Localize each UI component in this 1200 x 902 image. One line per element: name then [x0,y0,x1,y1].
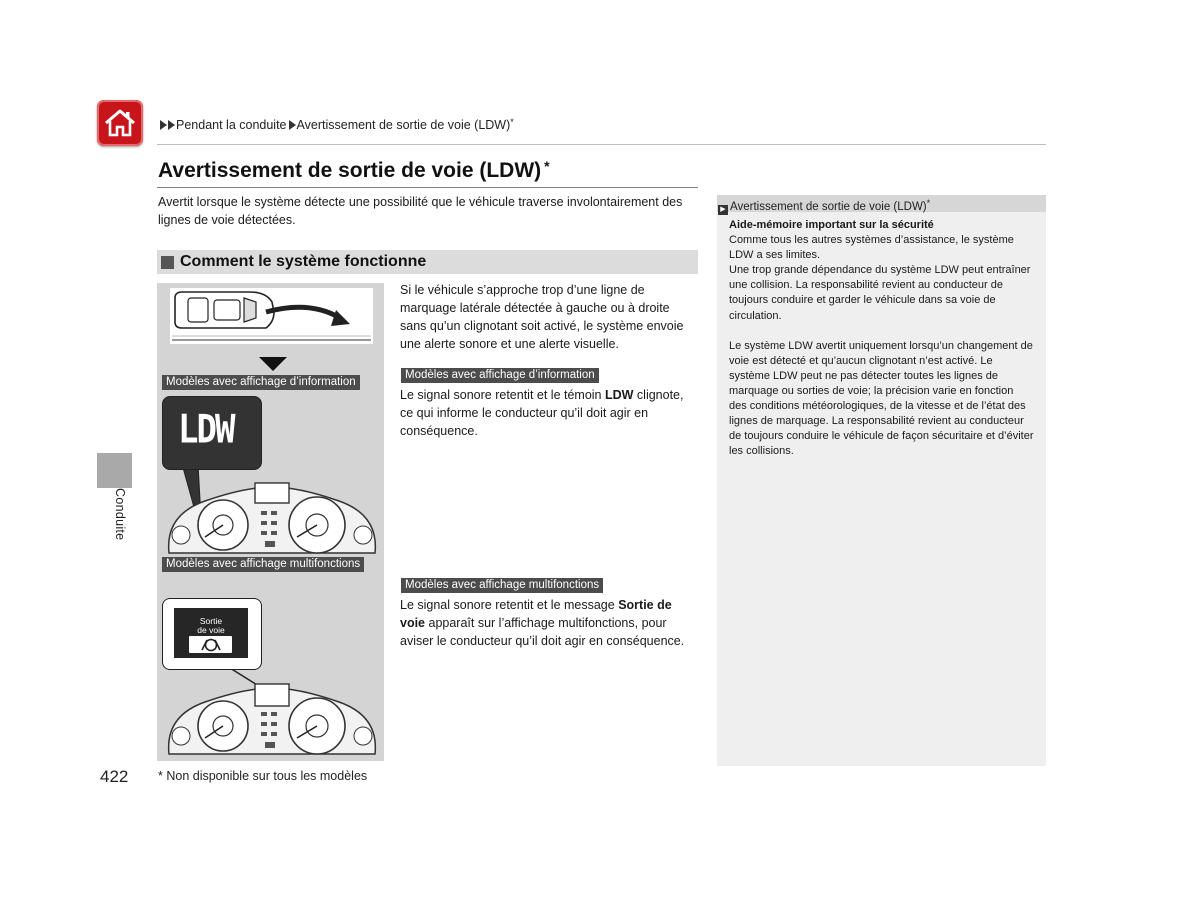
page-title [158,158,550,183]
figure-label-multi-display: Modèles avec affichage multifonctions [162,557,364,572]
car-lane-illustration [170,288,373,344]
down-arrow-icon [259,357,287,371]
header-rule [157,144,1046,145]
section-heading [157,250,698,274]
intro-paragraph: Avertit lorsque le système détecte une possibilité que le véhicule traverse involontairement des lignes de voie détectées. [158,195,683,227]
car-topview-icon [170,288,373,344]
instrument-cluster-icon [165,678,379,756]
label-multi-display: Modèles avec affichage multifonctions [401,578,603,593]
note-body [729,218,1034,459]
note-para-2: Une trop grande dépendance du système LDW peut entraîner une collision. La responsabilité revient au conducteur de toujours conduire et garder le véhicule dans sa voie de circulation. [729,264,1031,322]
lane-departure-icon [189,636,232,653]
breadcrumb [160,117,514,132]
note-para-1: Comme tous les autres systèmes d’assistance, le système LDW a ses limites. [729,234,1014,262]
note-link-icon: ▶ [718,205,728,215]
section-heading-text: Comment le système fonctionne [180,253,427,270]
breadcrumb-arrow-icon [168,120,175,130]
note-heading-star: * [926,198,931,208]
paragraph-how-it-works: Si le véhicule s’approche trop d’une ligne de marquage latérale détectée à gauche ou à droite sans qu’un clignotant soit activé, le système envoie une alerte sonore et une alerte visuelle. [400,283,684,351]
message-line-2: de voie [197,625,225,635]
footnote: * Non disponible sur tous les modèles [158,769,368,783]
note-heading [717,195,1046,212]
title-rule [157,187,698,188]
home-button[interactable] [97,100,143,146]
figure-label-info-display: Modèles avec affichage d’information [162,375,360,390]
note-heading-text: Avertissement de sortie de voie (LDW) [730,201,927,213]
label-info-display: Modèles avec affichage d’information [401,368,599,383]
breadcrumb-star: * [510,117,514,127]
multi-display-message [174,617,248,635]
breadcrumb-arrow-icon [289,120,296,130]
page-title-star: * [544,158,550,174]
p2-post: clignote, ce qui informe le conducteur qu’il doit agir en conséquence. [400,388,684,438]
paragraph-multi-display [400,596,698,650]
side-tab-label: Conduite [113,488,127,541]
breadcrumb-arrow-icon [160,120,167,130]
note-para-3: Le système LDW avertit uniquement lorsqu’un changement de voie est détecté et qu’aucun clignotant n’est activé. Le système LDW peut ne pas détecter toutes les lignes de marquage ou sorties de voie; la précision varie en fonction des conditions météorologiques, de la vitesse et de l’état des lignes de marquage. La responsabilité revient au conducteur de toujours conduire le véhicule de façon sécuritaire et d’éviter les collisions. [729,339,1034,458]
section-square-icon [161,256,174,269]
page-number: 422 [100,767,129,786]
p3-post: apparaît sur l’affichage multifonctions, pour aviser le conducteur qu’il doit agir en conséquence. [400,616,685,648]
instrument-cluster-icon [165,475,379,555]
p2-bold: LDW [604,388,634,402]
p3-bold: Sortie de voie [400,598,672,630]
page-title-text: Avertissement de sortie de voie (LDW) [158,159,542,182]
p2-pre: Le signal sonore retentit et le témoin [400,388,605,402]
breadcrumb-item-driving[interactable]: Pendant la conduite [176,118,287,132]
ldw-indicator-text: LDW [178,407,234,453]
home-icon [103,108,137,138]
breadcrumb-item-ldw[interactable]: Avertissement de sortie de voie (LDW) [296,118,511,132]
message-line-1: Sortie [199,616,223,626]
p3-pre: Le signal sonore retentit et le message [400,598,619,612]
paragraph-info-display [400,386,698,440]
note-subheading: Aide-mémoire important sur la sécurité [729,219,934,231]
side-tab-marker[interactable] [97,453,132,488]
